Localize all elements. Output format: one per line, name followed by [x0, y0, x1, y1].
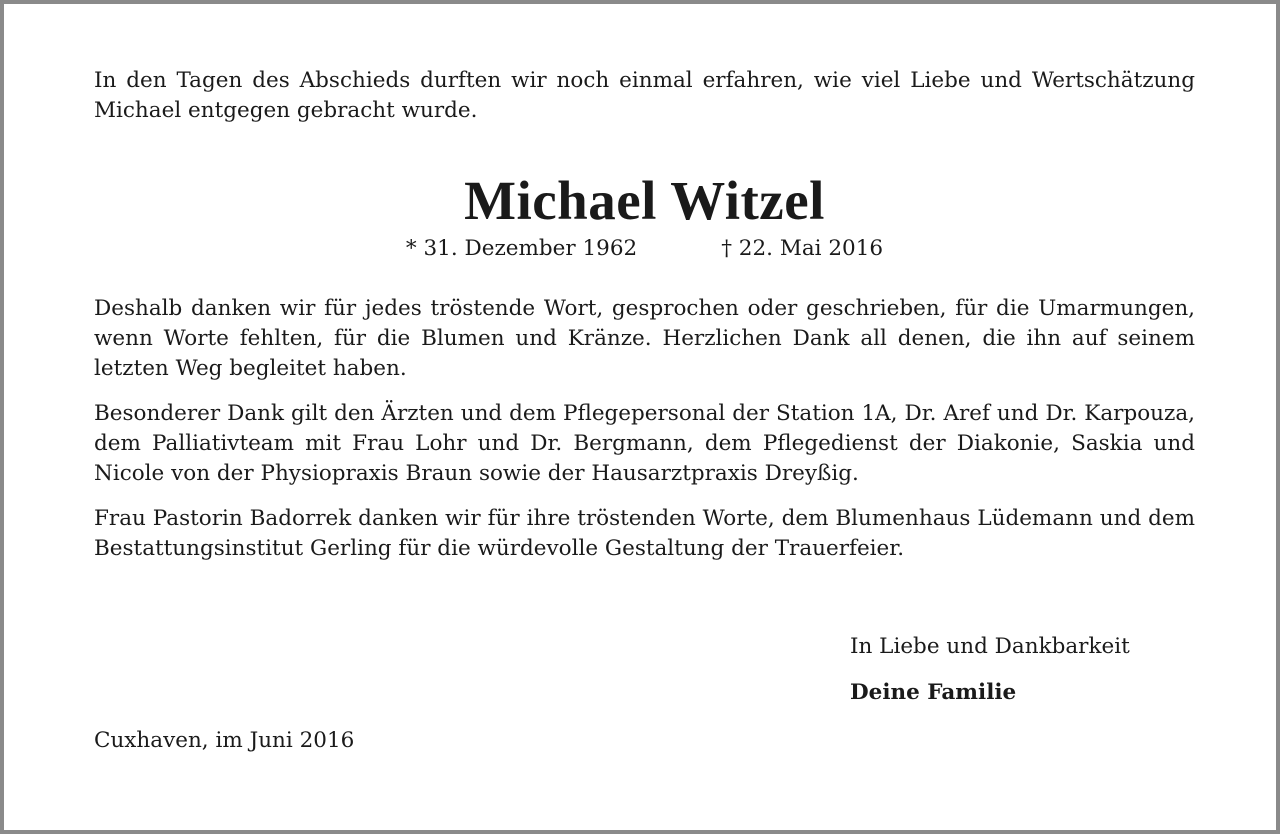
deceased-name: Michael Witzel — [464, 170, 825, 231]
signature: Deine Familie — [850, 680, 1017, 705]
thanks-paragraph-general: Deshalb danken wir für jedes tröstende Wort, gesprochen oder geschrieben, für die Umarmungen, wenn Worte fehlten, für die Blumen und Kränze. Herzlichen Dank all denen, die ihn auf seinem letzten Weg begleitet haben. — [94, 296, 1195, 381]
closing-line: In Liebe und Dankbarkeit — [850, 634, 1130, 659]
place-and-date: Cuxhaven, im Juni 2016 — [94, 728, 355, 753]
life-dates — [94, 234, 1195, 264]
birth-date: * 31. Dezember 1962 — [405, 236, 638, 261]
intro-text: In den Tagen des Abschieds durften wir noch einmal erfahren, wie viel Liebe und Wertschätzung Michael entgegen gebracht wurde. — [94, 68, 1195, 123]
thanks-paragraph-ceremony: Frau Pastorin Badorrek danken wir für ihre tröstenden Worte, dem Blumenhaus Lüdemann und dem Bestattungsinstitut Gerling für die würdevolle Gestaltung der Trauerfeier. — [94, 506, 1195, 561]
death-date: † 22. Mai 2016 — [721, 236, 884, 261]
thanks-paragraph-medical: Besonderer Dank gilt den Ärzten und dem Pflegepersonal der Station 1A, Dr. Aref und Dr. Karpouza, dem Palliativteam mit Frau Lohr und Dr. Bergmann, dem Pflegedienst der Diakonie, Saskia und Nicole von der Physiopraxis Braun sowie der Hausarztpraxis Dreyßig. — [94, 401, 1195, 486]
notice-content — [94, 66, 1195, 564]
